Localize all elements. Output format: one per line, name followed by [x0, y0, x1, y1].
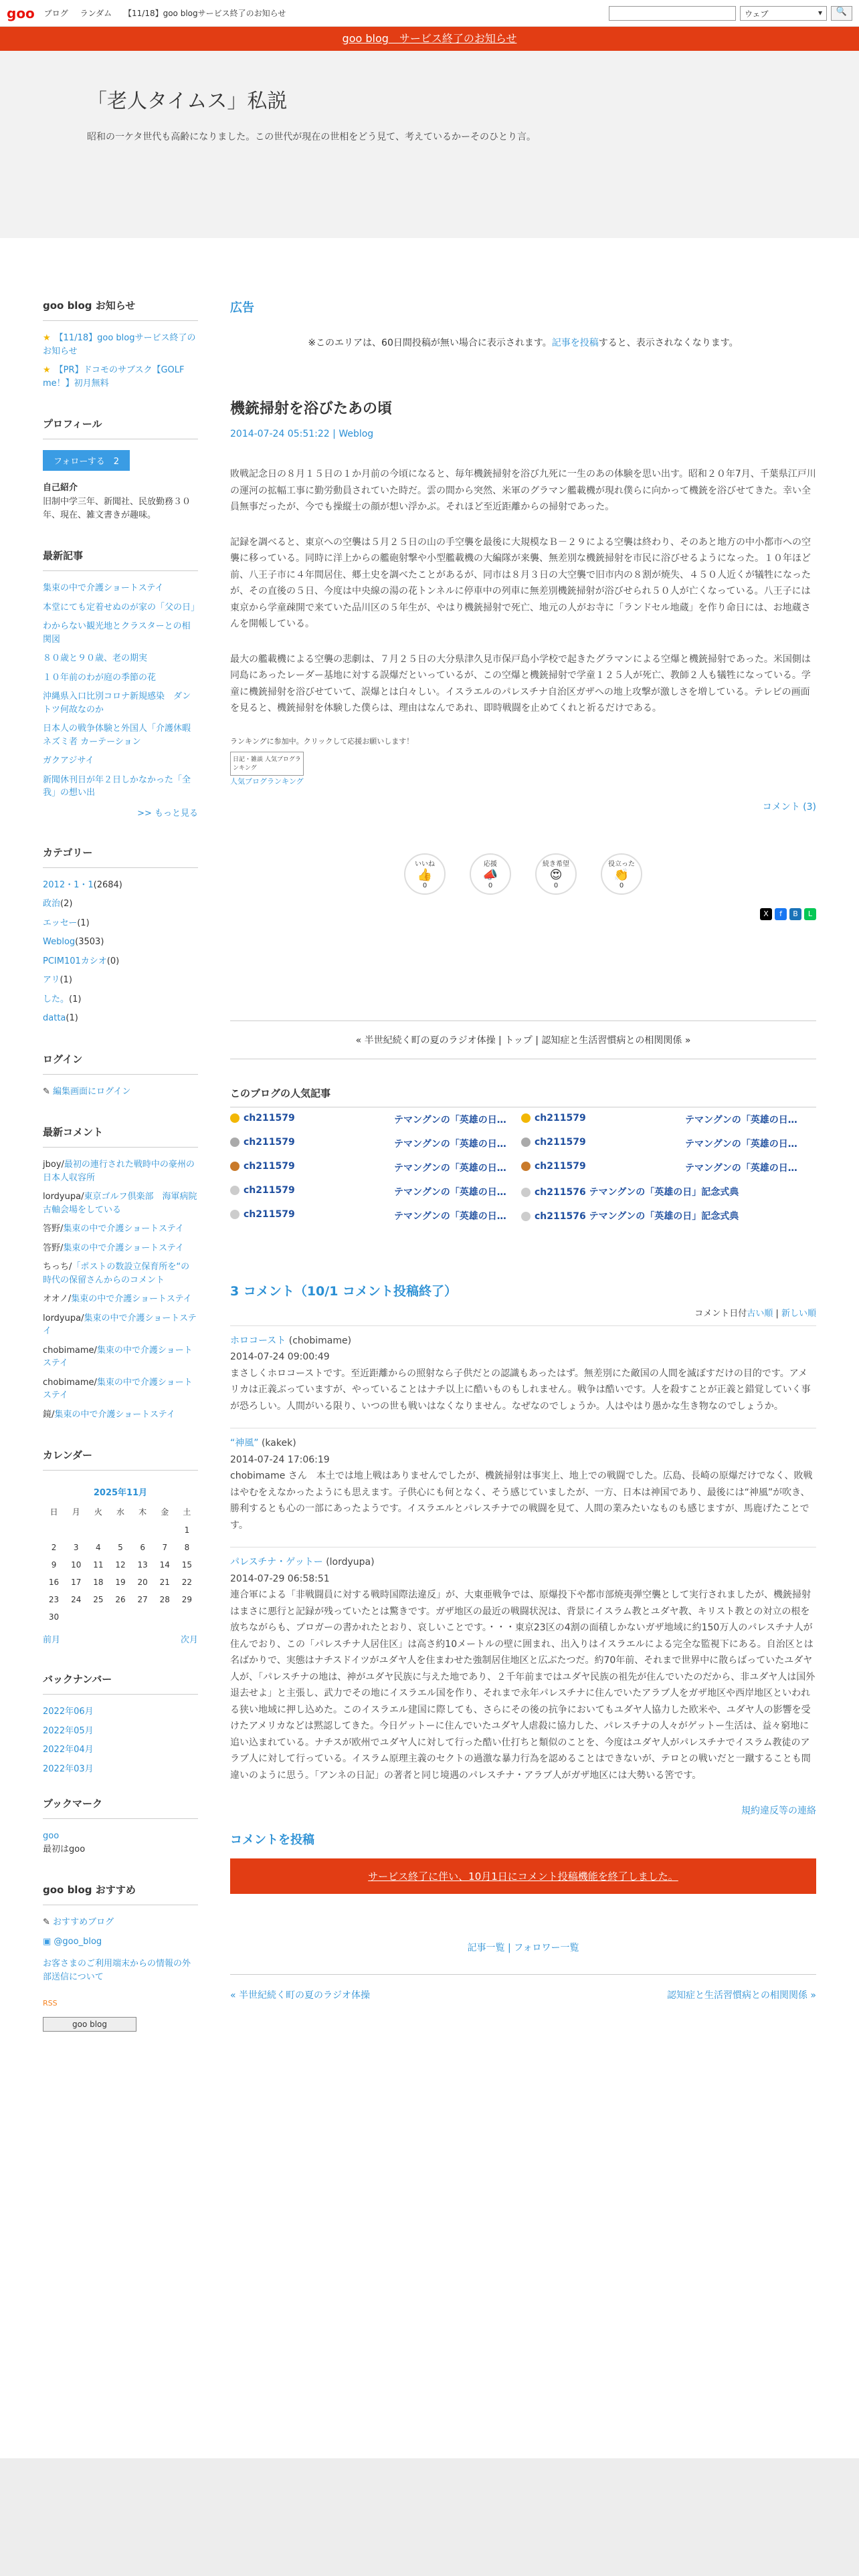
- calendar-day: [154, 1608, 176, 1626]
- calendar-day: [132, 1608, 154, 1626]
- comment-body: まさしくホロコーストです。至近距離からの照射なら子供だとの認識もあったはず。無差別にた敵国の人間を滅ぼすだけの目的です。アメリカは正義ぶっていますが、やっていることはナチ以上に酷いものもしれません。戦争は酷いです。人を殺すことが正義と錯覚していく事が恐ろしい。人間がいる限り、いつの世も戦いはなくなりません。なぜなのでしょうか。人はやはり愚かな生き物なのでしょうか。: [230, 1368, 811, 1412]
- popular-title[interactable]: テマングンの「英雄の日…: [394, 1186, 506, 1198]
- recent-article-link[interactable]: ８０歳と９０歳、老の期実: [43, 653, 148, 663]
- footer-links[interactable]: 記事一覧 | フォロワー一覧: [230, 1941, 816, 1975]
- comment-author: 答野/: [43, 1224, 64, 1234]
- recent-comment-item[interactable]: [43, 1312, 198, 1338]
- recommend-blog-link[interactable]: おすすめブログ: [53, 1917, 114, 1927]
- calendar-day: [132, 1521, 154, 1539]
- category-count: (1): [66, 1013, 78, 1023]
- privacy-link[interactable]: お客さまのご利用端末からの情報の外部送信について: [43, 1959, 191, 1982]
- calendar-day: [154, 1521, 176, 1539]
- calendar-day: [43, 1521, 65, 1539]
- comment-author: chobimame/: [43, 1345, 97, 1356]
- comment-article-link[interactable]: 「ポストの数設立保育所を“の時代の保留さんからのコメント: [43, 1262, 190, 1285]
- profile-heading: プロフィール: [43, 417, 198, 439]
- x-icon[interactable]: X: [760, 908, 772, 920]
- comment-author: (lordyupa): [322, 1557, 375, 1568]
- comment: [230, 1547, 816, 1784]
- article-date: 2014-07-24 05:51:22: [230, 429, 330, 439]
- calendar-day: 2: [51, 1543, 57, 1552]
- pencil-icon: ✎: [43, 1086, 54, 1097]
- category-item[interactable]: [43, 993, 198, 1006]
- calendar-day: 12: [115, 1560, 126, 1570]
- recent-list: [43, 582, 198, 800]
- sidebar: [43, 298, 206, 2418]
- calendar-day: 18: [93, 1578, 104, 1587]
- popular-item[interactable]: [230, 1132, 394, 1156]
- comment-list: [230, 1325, 816, 1784]
- comment: [230, 1428, 816, 1533]
- comment-article-link[interactable]: 東京ゴルフ倶楽部 海軍病院 古軸会場をしている: [43, 1192, 206, 1215]
- comment-body: chobimame さん 本土では地上戦はありませんでしたが、機銃掃射は事実上、地上での戦闘でした。広島、長崎の原爆だけでなく、敗戦はやむをえなかったようにも思えます。子供心にも何となく、そう感じていましたが、一方、日本は神国であり、最後には“神風”が吹き、勝利するとも心の一部にあったようです。イスラエルとパレスチナでの戦闘を見て、人間の業みたいなものも感じますが、馬鹿げたことです。: [230, 1471, 813, 1531]
- calendar-day: 27: [137, 1595, 148, 1604]
- hatena-icon[interactable]: B: [789, 908, 801, 920]
- reaction-icon: 👏: [613, 868, 630, 882]
- comment-article-link[interactable]: 集束の中で介護ショートステイ: [63, 1224, 184, 1234]
- comment-author: 鏡/: [43, 1409, 55, 1420]
- comment-author: (chobimame): [286, 1335, 352, 1346]
- top-nav: [44, 7, 295, 19]
- goo-blog-badge[interactable]: goo blog: [43, 2017, 136, 2032]
- calendar-day: 4: [96, 1543, 101, 1552]
- chevron-down-icon: ▾: [818, 7, 822, 17]
- popular-item[interactable]: [685, 1204, 816, 1228]
- category-item[interactable]: [43, 936, 198, 949]
- category-count: (1): [60, 975, 72, 985]
- calendar-day: 21: [159, 1578, 170, 1587]
- category-link[interactable]: Weblog: [43, 937, 76, 947]
- comment-article-link[interactable]: 集束の中で介護ショートステイ: [54, 1409, 175, 1420]
- popular-item[interactable]: [394, 1204, 521, 1228]
- category-item[interactable]: [43, 1012, 198, 1025]
- category-link[interactable]: PCIM101カシオ: [43, 956, 107, 966]
- popular-item[interactable]: [521, 1132, 685, 1156]
- comment-author: lordyupa/: [43, 1313, 84, 1323]
- comment-article-link[interactable]: 集束の中で介護ショートステイ: [43, 1377, 193, 1400]
- calendar-day: 30: [48, 1612, 60, 1622]
- category-item[interactable]: [43, 974, 198, 987]
- top-search: [609, 6, 852, 21]
- calendar-day: 28: [159, 1595, 170, 1604]
- weekday-label: 木: [138, 1507, 147, 1517]
- reaction-count: 0: [488, 882, 493, 889]
- nav-random-link[interactable]: ランダム: [80, 9, 112, 18]
- calendar-day: [87, 1608, 109, 1626]
- popular-title[interactable]: ch211579: [244, 1208, 295, 1220]
- calendar-day: [65, 1521, 87, 1539]
- popular-item[interactable]: [521, 1204, 739, 1228]
- reaction-button[interactable]: [601, 853, 642, 895]
- article-category[interactable]: Weblog: [339, 429, 374, 439]
- ranking-box: [230, 736, 816, 786]
- content-wrapper: [0, 238, 859, 2458]
- backnumber-link[interactable]: 2022年06月: [43, 1707, 94, 1717]
- recent-article-link[interactable]: 集束の中で介護ショートステイ: [43, 583, 164, 593]
- popular-item[interactable]: [521, 1156, 685, 1180]
- backnumber-list[interactable]: [43, 1705, 198, 1774]
- comment-author: ちっち/: [43, 1262, 72, 1272]
- recent-comment-item[interactable]: [43, 1261, 198, 1287]
- calendar-day: 13: [137, 1560, 148, 1570]
- calendar-day: [109, 1521, 131, 1539]
- comment-title[interactable]: “神風”: [230, 1438, 259, 1448]
- ranking-text: ランキングに参加中。クリックして応援お願いします！: [230, 736, 414, 746]
- category-count: (2684): [93, 879, 122, 890]
- reaction-button[interactable]: [404, 853, 446, 895]
- recent-article-link[interactable]: 日本人の戦争体験と外国人「介護休暇ネズミ者 カーテーション: [43, 724, 191, 747]
- popular-title[interactable]: ch211579: [535, 1160, 586, 1172]
- popular-item[interactable]: [230, 1180, 394, 1204]
- comment-article-link[interactable]: 集束の中で介護ショートステイ: [71, 1294, 192, 1304]
- popular-item[interactable]: [521, 1107, 685, 1132]
- recent-comments-list: [43, 1158, 206, 1421]
- weekday-label: 土: [183, 1507, 191, 1517]
- comment-article-link[interactable]: 集束の中で介護ショートステイ: [43, 1313, 197, 1336]
- comment-author: lordyupa/: [43, 1192, 84, 1202]
- recent-article-link[interactable]: 本堂にても定着せぬのが家の「父の日」: [43, 602, 200, 613]
- facebook-icon[interactable]: f: [775, 908, 787, 920]
- calendar-day: 23: [48, 1595, 60, 1604]
- category-item[interactable]: [43, 955, 198, 968]
- recent-comment-item[interactable]: [43, 1376, 198, 1402]
- category-item[interactable]: [43, 879, 198, 892]
- star-icon: ★: [43, 333, 51, 343]
- calendar-day: 19: [115, 1578, 126, 1587]
- category-list: [43, 879, 198, 1025]
- calendar-day: 7: [162, 1543, 168, 1552]
- popular-title[interactable]: テマングンの「英雄の日…: [394, 1210, 506, 1222]
- rss-icon[interactable]: RSS: [43, 1999, 58, 2008]
- calendar-day: 11: [93, 1560, 104, 1570]
- recent-comments-heading: 最新コメント: [43, 1125, 198, 1148]
- category-heading: カテゴリー: [43, 845, 198, 868]
- comment-count-link[interactable]: コメント (3): [762, 801, 816, 813]
- popular-item[interactable]: [394, 1107, 521, 1132]
- article-body: [230, 466, 816, 717]
- category-link[interactable]: アリ: [43, 975, 60, 985]
- article-pager[interactable]: « 半世紀続く町の夏のラジオ体操 | トップ | 認知症と生活習慣病との相関関係 »: [230, 1021, 816, 1059]
- login-link[interactable]: 編集画面にログイン: [53, 1086, 131, 1097]
- reaction-icon: 📣: [482, 868, 498, 882]
- rank-icon: [230, 1138, 240, 1147]
- reaction-label: 続き希望: [543, 861, 569, 868]
- popular-item[interactable]: [230, 1156, 394, 1180]
- reaction-count: 0: [422, 882, 427, 889]
- twitter-icon: ▣: [43, 1936, 54, 1947]
- calendar-day: [109, 1608, 131, 1626]
- nav-blog-link[interactable]: ブログ: [43, 9, 68, 18]
- calendar-day: 3: [73, 1543, 79, 1552]
- category-link[interactable]: 2012・1・1: [43, 879, 94, 890]
- rank-icon: [230, 1210, 240, 1219]
- popular-item[interactable]: [685, 1132, 816, 1156]
- category-link[interactable]: datta: [43, 1013, 66, 1023]
- calendar-day: 17: [71, 1578, 82, 1587]
- weekday-label: 月: [72, 1507, 80, 1517]
- recent-article-link[interactable]: 新聞休刊日が年２日しかなかった「全我」の想い出: [43, 774, 191, 798]
- reaction-button[interactable]: [535, 853, 577, 895]
- recent-article-link[interactable]: ガクアジサイ: [43, 756, 94, 766]
- popular-title[interactable]: テマングンの「英雄の日…: [685, 1114, 797, 1125]
- search-scope-select[interactable]: ウェブ ▾: [740, 6, 827, 21]
- report-link[interactable]: 規約違反等の連絡: [741, 1806, 816, 1816]
- comment-article-link[interactable]: 集束の中で介護ショートステイ: [43, 1345, 193, 1368]
- calendar-heading: カレンダー: [43, 1448, 198, 1471]
- reaction-button[interactable]: [470, 853, 511, 895]
- article-meta: 2014-07-24 05:51:22 | Weblog: [230, 429, 374, 439]
- top-bar: [0, 0, 859, 27]
- popular-title[interactable]: ch211579: [244, 1184, 295, 1196]
- calendar-day: 9: [51, 1560, 57, 1570]
- bookmark-link[interactable]: goo: [43, 1831, 60, 1841]
- footer-nav: [230, 1988, 816, 2002]
- reaction-label: 役立った: [608, 861, 635, 868]
- prev-month-link[interactable]: 前月: [43, 1635, 61, 1645]
- intro-text: 旧制中学三年、新聞社、民放勤務３０年、現在、雑文書きが趣味。: [43, 497, 191, 520]
- popular-title[interactable]: ch211576 テマングンの「英雄の日」記念式典: [535, 1210, 739, 1222]
- recent-comment-item[interactable]: [43, 1190, 206, 1216]
- popular-item[interactable]: [685, 1180, 816, 1204]
- popular-title[interactable]: テマングンの「英雄の日…: [394, 1114, 506, 1125]
- backnumber-heading: バックナンバー: [43, 1672, 198, 1695]
- recent-article-link[interactable]: 沖縄県入口比別コロナ新規感染 ダントツ何故なのか: [43, 691, 191, 715]
- post-comment-heading: コメントを投稿: [230, 1833, 314, 1847]
- reaction-count: 0: [619, 882, 624, 889]
- rank-icon: [521, 1212, 531, 1221]
- popular-title[interactable]: ch211576 テマングンの「英雄の日」記念式典: [535, 1186, 739, 1198]
- popular-item[interactable]: [394, 1180, 521, 1204]
- backnumber-link[interactable]: 2022年04月: [43, 1745, 94, 1755]
- rank-icon: [521, 1113, 531, 1123]
- comment-author: オオノ/: [43, 1294, 72, 1304]
- popular-item[interactable]: [521, 1180, 739, 1204]
- popular-title[interactable]: テマングンの「英雄の日…: [685, 1162, 797, 1174]
- comment-date: 2014-07-24 09:00:49: [230, 1352, 330, 1362]
- reaction-icon: 👍: [417, 868, 433, 882]
- ad-heading: 広告: [230, 301, 254, 315]
- popular-title[interactable]: ch211579: [535, 1136, 586, 1148]
- service-end-banner[interactable]: goo blog サービス終了のお知らせ: [0, 27, 859, 51]
- popular-title[interactable]: ch211579: [244, 1112, 295, 1123]
- category-link[interactable]: した。: [43, 994, 70, 1004]
- recent-comment-item[interactable]: [43, 1344, 198, 1370]
- calendar: [43, 1481, 198, 1626]
- rank-icon: [521, 1188, 531, 1197]
- calendar-day: [87, 1521, 109, 1539]
- rank-icon: [521, 1162, 531, 1171]
- prev-article-link[interactable]: « 半世紀続く町の夏のラジオ体操: [230, 1990, 371, 2001]
- calendar-day: 14: [159, 1560, 170, 1570]
- recent-comment-item[interactable]: [43, 1158, 198, 1184]
- ad-note: ※このエリアは、60日間投稿が無い場合に表示されます。記事を投稿すると、表示されなくなります。: [308, 338, 739, 348]
- calendar-day: 24: [71, 1595, 82, 1604]
- more-link[interactable]: >> もっと見る: [137, 808, 198, 819]
- follow-button[interactable]: フォローする 2: [43, 450, 130, 471]
- recent-comment-item[interactable]: [43, 1408, 198, 1422]
- backnumber-link[interactable]: 2022年05月: [43, 1725, 94, 1736]
- comments-heading: 3 コメント（10/1 コメント投稿終了）: [230, 1283, 458, 1299]
- popular-title[interactable]: テマングンの「英雄の日…: [685, 1138, 797, 1150]
- blog-header: [0, 51, 859, 238]
- comment-title[interactable]: パレスチナ・ゲットー: [230, 1557, 323, 1568]
- category-count: (0): [106, 956, 120, 966]
- comment-body: 連合軍による「非戦闘員に対する戦時国際法違反」が、大東亜戦争では、原爆投下や都市部焼夷弾空襲として実行されましたが、機銃掃射はまさに悪行と記録が残っていたとは驚きです。ガザ地区の最近の戦闘状況は、背景にイスラム教とユダヤ教、キリスト教との対立の根を放ちながらも、ブロガーの書かれたとおり、哀しいことです。・・・東京23区の4割の面積しかないガザ地域に約150万人のパレスチナ人が住んでおり、この「パレスチナ人居住区」は高さ約10メートルの壁に囲まれ、出入りはイスラエルによる完全な監視下にある。自治区とは名ばかりで、実態はナチスドイツがユダヤ人を住まわせた強制居住地区と広ぶたつだ。約70年前、それまで世界中に散らばっていたユダヤ人が、「パレスチナの地は、神がユダヤ民族に与えた地であり、２千年前まではユダヤ民族の祖先が住んでいたのだから、非ユダヤ人は国外退去せよ」と主張し、武力でその地にイスラエル国を作り、それまで永年パレスチナに住んでいたアラブ人をガザ地区や西岸地区といわれる狭い地域に押し込めた。このイスラエル建国に際しても、さらにその後の抗争においてもユダヤ人協力した欧米や、ユダヤ人の影響を受けたアメリカなどは黙認してきた。今日ゲットーに住んでいたユダヤ人虐殺に協力した、パレスチナの人々がゲットー生活は、益々窮地に追い込まれている。ナチスが欧州でユダヤ人に対して行った酷い仕打ちと類似のことを、今度はユダヤ人がパレスチナでイスラム教徒のアラブ人に対して行っている。イスラム原理主義のセクトの過激な暴力行為を認めることはできないが、テロとの戦いだと一蹴することも間違いのように思う。「アンネの日記」の著者と同じ境遇のパレスチナ・アラブ人がガザ地区には大勢いる筈です。: [230, 1590, 816, 1781]
- calendar-day: 29: [181, 1595, 193, 1604]
- reaction-buttons: [230, 853, 816, 895]
- popular-title[interactable]: ch211579: [535, 1112, 586, 1123]
- reaction-icon: 😍: [549, 868, 563, 882]
- calendar-day: 25: [93, 1595, 104, 1604]
- category-count: (3503): [75, 937, 104, 947]
- goo-logo[interactable]: goo: [7, 5, 35, 21]
- popular-title[interactable]: テマングンの「英雄の日…: [394, 1138, 506, 1150]
- category-link[interactable]: 政治: [43, 899, 61, 909]
- search-icon: 🔍: [836, 6, 848, 17]
- popular-item[interactable]: [685, 1107, 816, 1132]
- rank-icon: [230, 1186, 240, 1195]
- share-buttons: [230, 908, 816, 920]
- recent-article-link[interactable]: わからない観光地とクラスターとの相関図: [43, 621, 191, 645]
- comment-author: 答野/: [43, 1243, 64, 1253]
- calendar-day: 8: [184, 1543, 190, 1552]
- calendar-day: 20: [137, 1578, 148, 1587]
- notice-link[interactable]: 【PR】ドコモのサブスク【GOLF me！】初月無料: [43, 365, 185, 389]
- recent-article-link[interactable]: １０年前のわが庭の季節の花: [43, 672, 157, 683]
- comment-article-link[interactable]: 最初の連行された戦時中の豪州の日本人収容所: [43, 1160, 195, 1183]
- post-article-link[interactable]: 記事を投稿: [551, 338, 599, 348]
- bookmark-heading: ブックマーク: [43, 1796, 198, 1819]
- calendar-day: 5: [118, 1543, 123, 1552]
- recommend-heading: goo blog おすすめ: [43, 1883, 198, 1905]
- comment-author: jboy/: [43, 1160, 64, 1170]
- rank-icon: [230, 1113, 240, 1123]
- calendar-day: 26: [115, 1595, 126, 1604]
- article-title[interactable]: 機銃掃射を浴びたあの頃: [230, 401, 393, 417]
- calendar-day: 10: [71, 1560, 82, 1570]
- calendar-day: 15: [181, 1560, 193, 1570]
- reaction-count: 0: [553, 882, 559, 889]
- comment-sort: コメント日付古い順 | 新しい順: [694, 1308, 816, 1319]
- rank-icon: [521, 1138, 531, 1147]
- follower-count: 2: [113, 457, 119, 467]
- category-item[interactable]: [43, 917, 198, 930]
- blog-title[interactable]: 「老人タイムス」私説: [87, 90, 288, 113]
- ranking-badge[interactable]: 日記・雑談 人気ブログランキング: [230, 752, 304, 776]
- weekday-label: 水: [116, 1507, 124, 1517]
- search-input[interactable]: [609, 6, 736, 21]
- comment-author: (kakek): [258, 1438, 296, 1448]
- calendar-day: 22: [181, 1578, 193, 1587]
- reaction-label: 応援: [484, 861, 497, 868]
- category-count: (2): [60, 899, 73, 909]
- popular-title[interactable]: テマングンの「英雄の日…: [394, 1162, 506, 1174]
- comments-closed-banner[interactable]: サービス終了に伴い、10月1日にコメント投稿機能を終了しました。: [230, 1858, 816, 1894]
- backnumber-link[interactable]: 2022年03月: [43, 1763, 94, 1774]
- popular-item[interactable]: [685, 1156, 816, 1180]
- star-icon: ★: [43, 365, 51, 375]
- ranking-link[interactable]: 人気ブログランキング: [230, 776, 304, 786]
- recent-comment-item[interactable]: [43, 1242, 198, 1255]
- comment: [230, 1325, 816, 1415]
- popular-item[interactable]: [394, 1132, 521, 1156]
- comment-date: 2014-07-24 17:06:19: [230, 1454, 330, 1465]
- comment-title[interactable]: ホロコースト: [230, 1335, 286, 1346]
- paragraph: 記録を調べると、東京への空襲は５月２５日の山の手空襲を最後に大規模なＢ－２９による空襲は終わり、そのあと地方の中小都市への空襲に移っている。同時に洋上からの艦砲射撃や小型艦載機の大編隊が来襲、無差別な機銃掃射を市民に浴びせるようになった。１０年ほど前、八王子市に４年間居住、郷土史を調べたことがあるが、同市は８月３日の大空襲で旧市内の８割が焼失、４５０人近くが犠牲になったが、その直後の５日、今度は中央線の湯の花トンネルに停車中の列車に無差別機銃掃射が浴びせられ５０人が亡くなっている。八王子には東京から学童疎開で来ていた品川区の５年生が、やはり機銃掃射で死亡、地元の人がお寺に「ランドセル地蔵」を作り命日には、お地蔵さんを開帳している。: [230, 536, 811, 629]
- calendar-month: 2025年11月: [93, 1488, 148, 1498]
- calendar-day: [65, 1608, 87, 1626]
- weekday-label: 火: [94, 1507, 102, 1517]
- popular-item[interactable]: [230, 1107, 394, 1132]
- next-month-link[interactable]: 次月: [180, 1635, 198, 1645]
- search-button[interactable]: [831, 6, 852, 21]
- nav-notice-link[interactable]: 【11/18】goo blogサービス終了のお知らせ: [124, 9, 286, 18]
- comment-article-link[interactable]: 集束の中で介護ショートステイ: [63, 1243, 184, 1253]
- paragraph: 敗戦記念日の８月１５日の１か月前の今頃になると、毎年機銃掃射を浴び九死に一生のあの体験を思い出す。昭和２０年7月、千葉県江戸川の運河の拡幅工事に勤労動員されていた時だ。雲の間から突然、米軍のグラマン艦載機が現れ僕らに向かって機銃を浴びせてきた。幸い全員無事だったが、今でも操縦士の顔が想い浮かぶ。それほど至近距離からの掃射であった。: [230, 469, 816, 512]
- category-item[interactable]: [43, 897, 198, 911]
- popular-title[interactable]: ch211579: [244, 1160, 295, 1172]
- pencil-icon: ✎: [43, 1917, 54, 1927]
- calendar-day: 6: [140, 1543, 145, 1552]
- intro-heading: 自己紹介: [43, 483, 78, 493]
- reaction-label: いいね: [415, 861, 435, 868]
- recent-heading: 最新記事: [43, 548, 198, 571]
- calendar-day: 16: [48, 1578, 60, 1587]
- paragraph: 最大の艦載機による空襲の悲劇は、７月２５日の大分県津久見市保戸島小学校で起きたグラマンによる空爆と機銃掃射であった。米国側は同島にあったレーダー基地に対する誤爆だといっているが、この空爆と機銃掃射で学童１２５人が死亡、教師２人も犠牲になっている。学童に機銃掃射を浴びせていて、誤爆とは白々しい。イスラエルのパレスチナ自治区ガザへの地上攻撃が激しさを増している。テレビの画面を見ると、機銃掃射を体験した僕らは、理由はなんであれ、即時戦闘を止めてくれと祈るだけである。: [230, 653, 811, 714]
- popular-item[interactable]: [230, 1204, 394, 1228]
- rank-icon: [230, 1162, 240, 1171]
- popular-title[interactable]: ch211579: [244, 1136, 295, 1148]
- recent-comment-item[interactable]: [43, 1222, 198, 1236]
- sort-old-link[interactable]: 古い順: [747, 1308, 773, 1319]
- popular-list: [230, 1107, 816, 1228]
- bookmark-desc: 最初はgoo: [43, 1844, 86, 1854]
- calendar-day: 1: [184, 1525, 190, 1535]
- blog-subtitle: 昭和の一ケタ世代も高齢になりました。この世代が現在の世相をどう見て、考えているかーそのひとり言。: [87, 132, 537, 142]
- notice-link[interactable]: 【11/18】goo blogサービス終了のお知らせ: [43, 333, 196, 356]
- weekday-label: 金: [161, 1507, 169, 1517]
- sort-new-link[interactable]: 新しい順: [781, 1308, 816, 1319]
- twitter-link[interactable]: @goo_blog: [54, 1936, 102, 1947]
- recent-comment-item[interactable]: [43, 1293, 198, 1306]
- popular-item[interactable]: [394, 1156, 521, 1180]
- calendar-day: [176, 1608, 198, 1626]
- comment-author: chobimame/: [43, 1377, 97, 1388]
- main-content: [230, 298, 816, 2418]
- category-count: (1): [69, 994, 82, 1004]
- login-heading: ログイン: [43, 1052, 198, 1075]
- line-icon[interactable]: L: [804, 908, 816, 920]
- comment-date: 2014-07-29 06:58:51: [230, 1573, 330, 1584]
- category-count: (1): [77, 918, 90, 928]
- next-article-link[interactable]: 認知症と生活習慣病との相関関係 »: [666, 1990, 816, 2001]
- popular-heading: このブログの人気記事: [230, 1087, 331, 1099]
- weekday-label: 日: [50, 1507, 58, 1517]
- notice-heading: goo blog お知らせ: [43, 298, 198, 321]
- category-link[interactable]: エッセー: [43, 918, 78, 928]
